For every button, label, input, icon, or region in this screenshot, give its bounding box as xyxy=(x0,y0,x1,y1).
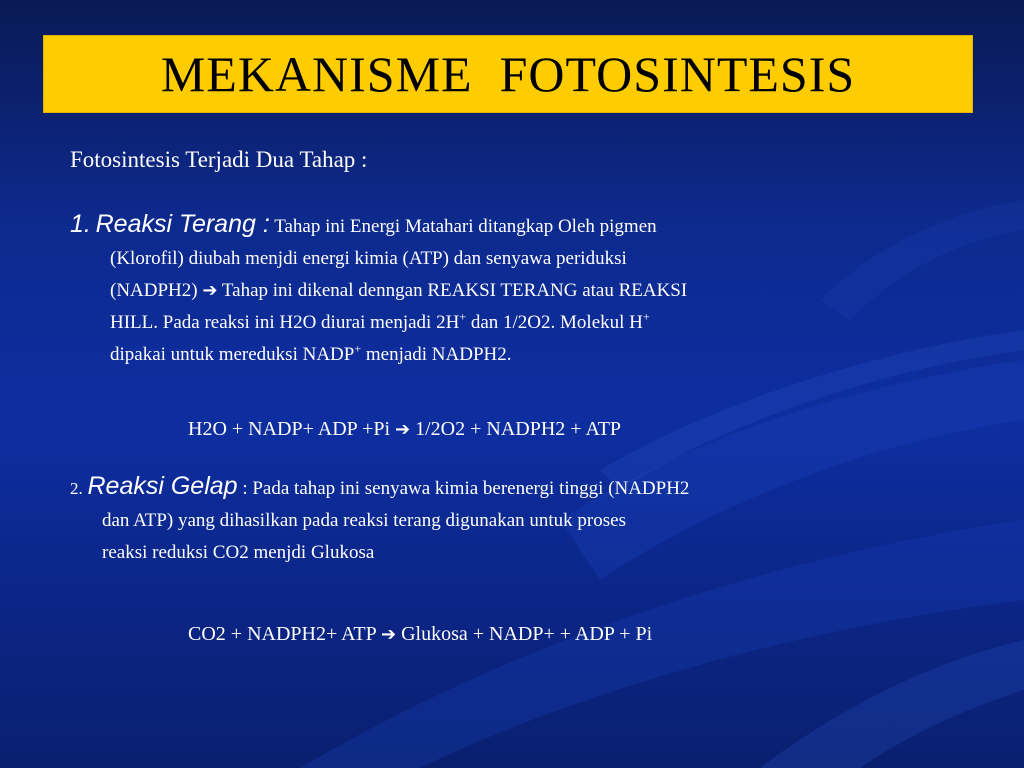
item-text-line: dan ATP) yang dihasilkan pada reaksi terang digunakan untuk proses xyxy=(102,510,626,531)
item-text-line: reaksi reduksi CO2 menjdi Glukosa xyxy=(102,542,375,563)
equation-right: Glukosa + NADP+ + ADP + Pi xyxy=(401,623,653,645)
superscript-plus: + xyxy=(354,341,362,356)
item-text-line: (NADPH2) xyxy=(110,280,198,301)
item-text-line: HILL. Pada reaksi ini H2O diurai menjadi 2H xyxy=(110,312,460,333)
right-arrow-icon: ➔ xyxy=(380,624,397,645)
item-heading: Reaksi Terang : xyxy=(95,210,270,238)
item-text-line: : Pada tahap ini senyawa kimia berenergi tinggi (NADPH2 xyxy=(242,478,690,499)
item-heading: Reaksi Gelap xyxy=(87,472,238,500)
item-text-line: Tahap ini Energi Matahari ditangkap Oleh pigmen xyxy=(274,216,657,237)
right-arrow-icon: ➔ xyxy=(202,280,218,301)
item-text-line: (Klorofil) diubah menjdi energi kimia (ATP) dan senyawa periduksi xyxy=(110,248,627,269)
slide-title: MEKANISME FOTOSINTESIS xyxy=(160,46,856,102)
item-text-line: Tahap ini dikenal denngan REAKSI TERANG atau REAKSI xyxy=(221,280,688,301)
equation-left: H2O + NADP+ ADP +Pi xyxy=(188,418,391,440)
intro-text: Fotosintesis Terjadi Dua Tahap : xyxy=(70,147,368,172)
right-arrow-icon: ➔ xyxy=(395,419,411,440)
title-banner xyxy=(43,35,973,113)
item-text-line: menjadi NADPH2. xyxy=(365,344,512,365)
item-text-line: dipakai untuk mereduksi NADP xyxy=(110,344,355,365)
equation-reaksi-terang xyxy=(188,418,621,441)
equation-right: 1/2O2 + NADPH2 + ATP xyxy=(415,418,622,440)
list-item-reaksi-gelap xyxy=(70,470,950,569)
item-number: 2. xyxy=(70,479,83,498)
equation-reaksi-gelap xyxy=(188,623,652,646)
item-number: 1. xyxy=(70,210,91,238)
list-item-reaksi-terang xyxy=(70,208,950,371)
superscript-plus: + xyxy=(642,309,650,324)
superscript-plus: + xyxy=(459,309,467,324)
item-text-line: dan 1/2O2. Molekul H xyxy=(470,312,643,333)
equation-left: CO2 + NADPH2+ ATP xyxy=(188,623,376,645)
